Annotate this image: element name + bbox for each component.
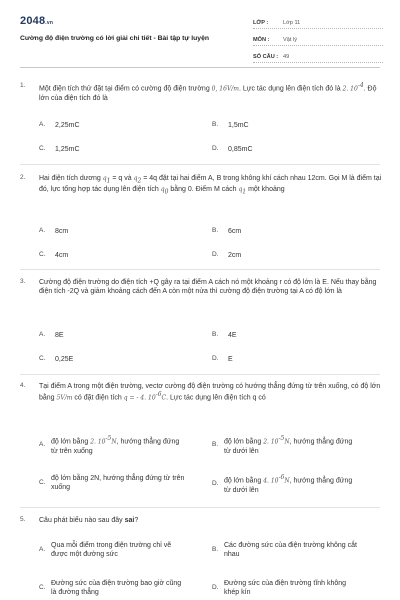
q1-text-a: Một điện tích thử đặt tại điểm có cường độ điện trường (39, 85, 212, 93)
option-text: 4E (228, 332, 237, 339)
question-number: 5. (20, 516, 26, 523)
document-title: Cường độ điện trường có lời giải chi tiết - Bài tập tự luyện (20, 35, 209, 42)
q4-math-b: q = - 4. 10 (123, 394, 156, 402)
question-text (39, 516, 382, 525)
q4d-exp: -6 (278, 474, 285, 481)
q4b-pre: độ lớn bằng (224, 438, 264, 446)
question-text (39, 82, 382, 103)
q4-text-a: Tại điểm A trong một điện trường, vectơ cường độ điện trường có hướng thẳng đứng từ trên xuống, có độ lớn bằng (39, 383, 381, 402)
option-letter: C. (39, 145, 46, 152)
q5-option-b[interactable] (212, 541, 358, 560)
q3-option-b[interactable] (212, 331, 348, 340)
q2-sub-q0: 0 (164, 188, 169, 196)
question-divider (20, 374, 380, 375)
q4b-math: 2. 10 (263, 438, 279, 446)
q1-exp-b: -4 (357, 82, 364, 89)
q2-sub-q1b: 1 (242, 188, 247, 196)
question-4 (20, 382, 382, 403)
option-letter: B. (212, 227, 219, 234)
meta-label-socau: SỐ CÂU : (253, 54, 279, 61)
question-text (39, 382, 382, 403)
q4d-unit: N (284, 477, 290, 485)
question-5 (20, 516, 382, 525)
q4a-pre: độ lớn bằng (51, 438, 91, 446)
q4d-post: , hướng thẳng đứng từ dưới lên (224, 477, 353, 494)
q4b-exp: -5 (278, 435, 285, 442)
option-letter: C. (39, 584, 46, 592)
q2-text-b: = q và (110, 175, 134, 182)
meta-row-mon (253, 31, 383, 46)
option-letter: D. (212, 251, 219, 258)
q1-option-c[interactable] (39, 145, 175, 154)
option-letter: A. (39, 121, 46, 128)
q4d-math: 4. 10 (263, 477, 279, 485)
option-text: Đường sức của điện trường bao giờ cũng là đường thẳng (51, 580, 182, 597)
q2-math-q2: q (133, 175, 138, 182)
question-3 (20, 278, 382, 297)
option-letter: C. (39, 355, 46, 362)
option-text: 4cm (55, 252, 69, 259)
option-text (224, 474, 358, 495)
q4-exp-b: -6 (155, 391, 162, 399)
option-text: 0,85mC (228, 146, 253, 153)
option-text: 0,25E (55, 356, 74, 363)
q2-math-q0: q (160, 186, 165, 194)
option-letter: D. (212, 584, 219, 592)
meta-value-socau: 49 (283, 54, 290, 61)
meta-label-mon: MÔN : (253, 37, 270, 44)
q4-math-a: 5 (56, 394, 61, 402)
option-text: 1,5mC (228, 122, 249, 129)
question-divider (20, 269, 380, 270)
question-number: 4. (20, 382, 26, 389)
q1-math-b: 2. 10 (342, 85, 358, 93)
q1-option-a[interactable] (39, 121, 175, 130)
q4a-unit: N (111, 438, 117, 446)
site-logo[interactable] (20, 14, 53, 29)
q2-text-c: = 4q đặt tại hai điểm A, B trong không khí cách nhau 12cm. Gọi M là điểm tại đó, lực tổng hợp tác dụng lên điện tích (39, 175, 382, 194)
q4-text-b: có đặt điện tích (72, 394, 124, 402)
q1-text-c: . Độ lớn của điện tích đó là (39, 85, 377, 102)
q1-option-d[interactable] (212, 145, 348, 154)
question-2 (20, 174, 382, 197)
q3-option-d[interactable] (212, 355, 348, 364)
q1-text-b: . Lực tác dụng lên điện tích đó là (239, 85, 343, 93)
q2-math-q1: q (102, 175, 107, 182)
question-number: 1. (20, 82, 26, 89)
q5-text-end: ? (134, 517, 139, 524)
option-letter: A. (39, 441, 46, 449)
option-text: 2cm (228, 252, 242, 259)
q1-unit-a: V/m (226, 85, 239, 93)
q2-text-a: Hai điện tích dương (39, 175, 103, 182)
option-letter: A. (39, 546, 46, 554)
q2-sub-q2: 2 (137, 177, 142, 185)
q4b-unit: N (284, 438, 290, 446)
q4a-exp: -5 (105, 435, 112, 442)
option-text (51, 474, 185, 493)
q4a-post: , hướng thẳng đứng từ trên xuống (51, 438, 180, 455)
q2-option-d[interactable] (212, 251, 348, 260)
question-text (39, 174, 382, 197)
option-letter: D. (212, 480, 219, 488)
option-letter: A. (39, 227, 46, 234)
option-text: 8E (55, 332, 64, 339)
q4b-post: , hướng thẳng đứng từ dưới lên (224, 438, 353, 455)
q2-math-q1b: q (238, 186, 243, 194)
q2-option-b[interactable] (212, 227, 348, 236)
option-text: 6cm (228, 228, 242, 235)
q1-option-b[interactable] (212, 121, 348, 130)
q5-option-c[interactable] (39, 579, 185, 598)
question-divider (20, 164, 380, 165)
q4c-pre: độ lớn bằng 2N, hướng thẳng đứng từ trên xuống (51, 475, 185, 492)
question-number: 3. (20, 278, 26, 285)
option-letter: D. (212, 355, 219, 362)
option-text: Đường sức của điện trường tĩnh không khép kín (224, 580, 347, 597)
q3-option-c[interactable] (39, 355, 175, 364)
option-text (51, 435, 185, 456)
option-letter: B. (212, 546, 219, 554)
q2-text-d: bằng 0. Điểm M cách (168, 186, 239, 194)
option-letter: B. (212, 441, 219, 449)
option-text: 8cm (55, 228, 69, 235)
logo-main: 2048 (20, 15, 46, 27)
meta-row-lop (253, 14, 383, 29)
q4-option-d[interactable] (212, 474, 358, 495)
q2-option-a[interactable] (39, 227, 175, 236)
option-letter: C. (39, 251, 46, 258)
meta-value-mon: Vật lý (283, 37, 297, 44)
question-text: Cường độ điện trường do điện tích +Q gây ra tại điểm A cách nó một khoảng r có độ lớn là E. Nếu thay bằng điện tích -2Q và giảm khoảng cách đến A còn một nửa thì cường độ điện trường tại A có độ lớn là (39, 279, 377, 296)
q2-sub-q1: 1 (106, 177, 111, 185)
q4-text-c: . Lực tác dụng lên điện tích q có (166, 394, 266, 402)
meta-value-lop: Lớp 11 (283, 20, 301, 27)
question-divider (20, 507, 380, 508)
q4-option-b[interactable] (212, 435, 358, 456)
option-text: E (228, 356, 233, 363)
option-letter: C. (39, 479, 46, 487)
meta-panel (253, 14, 383, 65)
option-text: Qua mỗi điểm trong điện trường chỉ vẽ được một đường sức (51, 542, 172, 559)
q5-option-d[interactable] (212, 579, 358, 598)
q4d-pre: độ lớn bằng (224, 477, 264, 485)
option-text (224, 435, 358, 456)
option-letter: B. (212, 121, 219, 128)
option-text: 1,25mC (55, 146, 80, 153)
question-1 (20, 82, 382, 103)
q5-bold: sai (124, 517, 135, 524)
option-text: Các đường sức của điện trường không cắt nhau (224, 542, 357, 559)
question-number: 2. (20, 174, 26, 181)
q4-unit-b: C (161, 394, 167, 402)
q2-text-e: một khoảng (246, 186, 285, 194)
option-letter: D. (212, 145, 219, 152)
option-letter: B. (212, 331, 219, 338)
logo-suffix: .vn (45, 20, 54, 26)
q3-option-a[interactable] (39, 331, 175, 340)
q4-option-a[interactable] (39, 435, 185, 456)
q5-option-a[interactable] (39, 541, 185, 560)
q4a-math: 2. 10 (90, 438, 106, 446)
q4-unit-a: V/m (60, 394, 73, 402)
q4-option-c[interactable] (39, 474, 185, 493)
q2-option-c[interactable] (39, 251, 175, 260)
option-text: 2,25mC (55, 122, 80, 129)
meta-label-lop: LỚP : (253, 20, 269, 27)
q5-text: Câu phát biểu nào sau đây (39, 517, 125, 524)
option-letter: A. (39, 331, 46, 338)
header-divider (20, 67, 380, 68)
q1-math-a: 0, 16 (211, 85, 227, 93)
meta-row-socau (253, 48, 383, 63)
